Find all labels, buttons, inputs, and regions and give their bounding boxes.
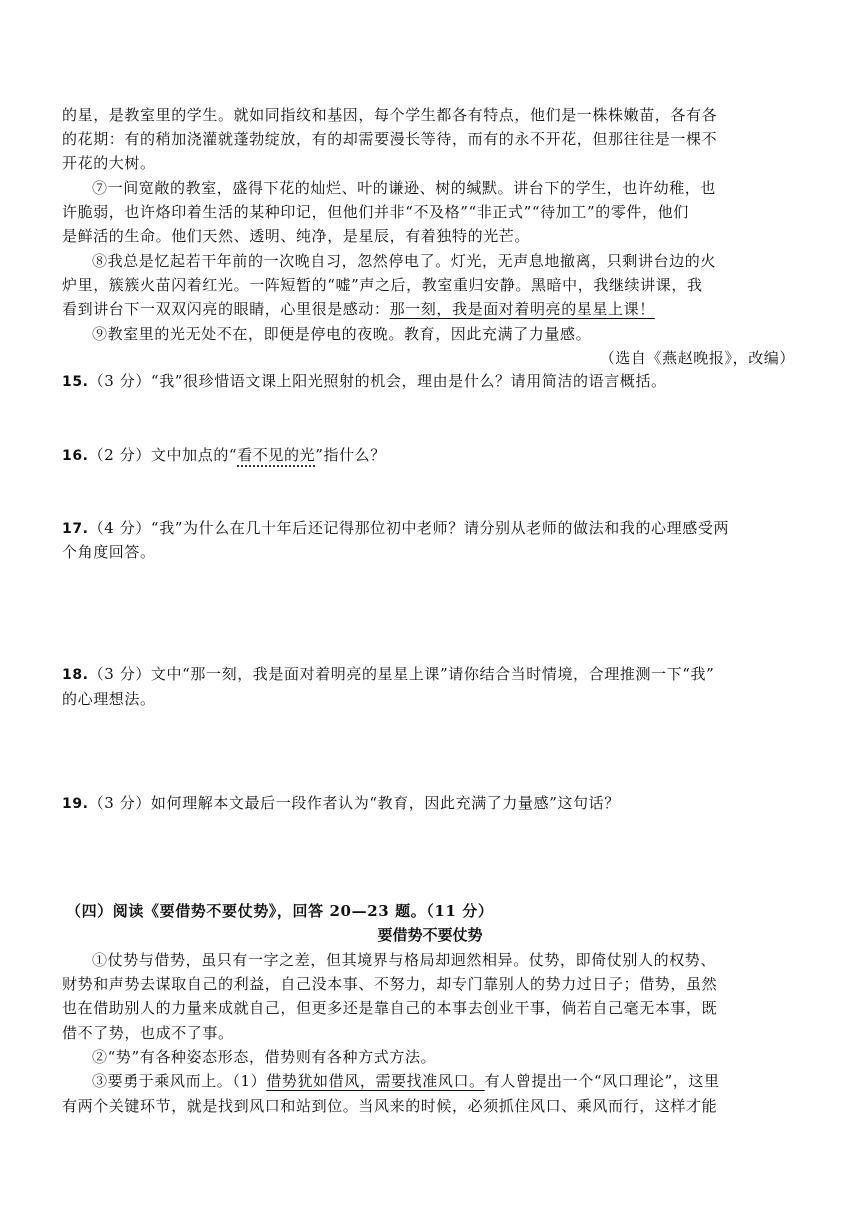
passage-text: 看到讲台下一双双闪亮的眼睛，心里很是感动：	[62, 300, 390, 318]
passage-line: 的星，是教室里的学生。就如同指纹和基因，每个学生都各有特点，他们是一株株嫩苗，各有各	[62, 106, 718, 124]
underlined-sentence: 那一刻，我是面对着明亮的星星上课！	[389, 300, 655, 318]
question-number: 17.	[62, 521, 89, 537]
question-number: 18.	[62, 667, 89, 683]
question-number: 15.	[62, 374, 89, 390]
question-18	[62, 662, 802, 687]
article-text: 有人曾提出一个“风口理论”，这里	[484, 1072, 720, 1090]
article-text: ③要勇于乘风而上。（1）	[92, 1072, 267, 1090]
article-line: 财势和声势去谋取自己的利益，自己没本事、不努力，却专门靠别人的势力过日子；借势，虽然	[62, 975, 718, 993]
question-points: （3 分）	[88, 372, 151, 390]
question-text: “我”为什么在几十年后还记得那位初中老师？请分别从老师的做法和我的心理感受两	[150, 519, 730, 537]
passage-line: 炉里，簇簇火苗闪着红光。一阵短暂的“嘘”声之后，教室重归安静。黑暗中，我继续讲课，我	[62, 276, 703, 294]
article-line: 也在借助别人的力量来成就自己，但更多还是靠自己的本事去创业干事，倘若自己毫无本事，既	[62, 999, 718, 1017]
question-16	[62, 443, 802, 468]
question-points: （3 分）	[88, 665, 151, 683]
question-text: 如何理解本文最后一段作者认为“教育，因此充满了力量感”这句话？	[150, 794, 620, 812]
question-number: 19.	[62, 796, 89, 812]
passage-line: 许脆弱，也许烙印着生活的某种印记，但他们并非“不及格”“非正式”“待加工”的零件，他们	[62, 203, 689, 221]
passage-line: ⑦一间宽敞的教室，盛得下花的灿烂、叶的谦逊、树的缄默。讲台下的学生，也许幼稚，也	[92, 179, 717, 197]
question-text: ”指什么？	[315, 446, 386, 464]
question-19	[62, 791, 802, 816]
passage-source: （选自《燕赵晚报》，改编）	[599, 349, 795, 367]
article-line: ①仗势与借势，虽只有一字之差，但其境界与格局却迥然相异。仗势，即倚仗别人的权势、	[92, 951, 717, 969]
dotted-phrase: 看不见的光	[237, 446, 315, 467]
question-points: （2 分）	[88, 446, 151, 464]
question-17-cont: 个角度回答。	[62, 543, 156, 561]
article-line-with-underline	[92, 1069, 832, 1093]
question-17	[62, 516, 802, 541]
question-15	[62, 369, 802, 394]
underlined-sentence: 借势犹如借风，需要找准风口。	[266, 1072, 485, 1090]
passage-line: 的花期：有的稍加浇灌就蓬勃绽放，有的却需要漫长等待，而有的永不开花，但那往往是一棵不	[62, 130, 718, 148]
question-points: （4 分）	[88, 519, 151, 537]
section-heading: （四）阅读《要借势不要仗势》，回答 20—23 题。（11 分）	[66, 902, 494, 920]
passage-line: ⑧我总是忆起若干年前的一次晚自习，忽然停电了。灯光，无声息地撤离，只剩讲台边的火	[92, 252, 717, 270]
article-title: 要借势不要仗势	[377, 926, 483, 944]
question-text: 文中加点的“	[150, 446, 238, 464]
article-line: ②“势”有各种姿态形态，借势则有各种方式方法。	[92, 1048, 437, 1066]
passage-line-with-underline	[62, 297, 802, 321]
article-line: 有两个关键环节，就是找到风口和站到位。当风来的时候，必须抓住风口、乘风而行，这样才能	[62, 1097, 718, 1115]
passage-line: 开花的大树。	[62, 154, 156, 172]
question-text: 文中“那一刻，我是面对着明亮的星星上课”请你结合当时情境，合理推测一下“我”	[150, 665, 715, 683]
passage-line: 是鲜活的生命。他们天然、透明、纯净，是星辰，有着独特的光芒。	[62, 227, 531, 245]
question-points: （3 分）	[88, 794, 151, 812]
question-number: 16.	[62, 448, 89, 464]
question-text: “我”很珍惜语文课上阳光照射的机会，理由是什么？请用简洁的语言概括。	[150, 372, 667, 390]
passage-line: ⑨教室里的光无处不在，即便是停电的夜晚。教育，因此充满了力量感。	[92, 325, 592, 343]
article-line: 借不了势，也成不了事。	[62, 1024, 234, 1042]
question-18-cont: 的心理想法。	[62, 690, 156, 708]
